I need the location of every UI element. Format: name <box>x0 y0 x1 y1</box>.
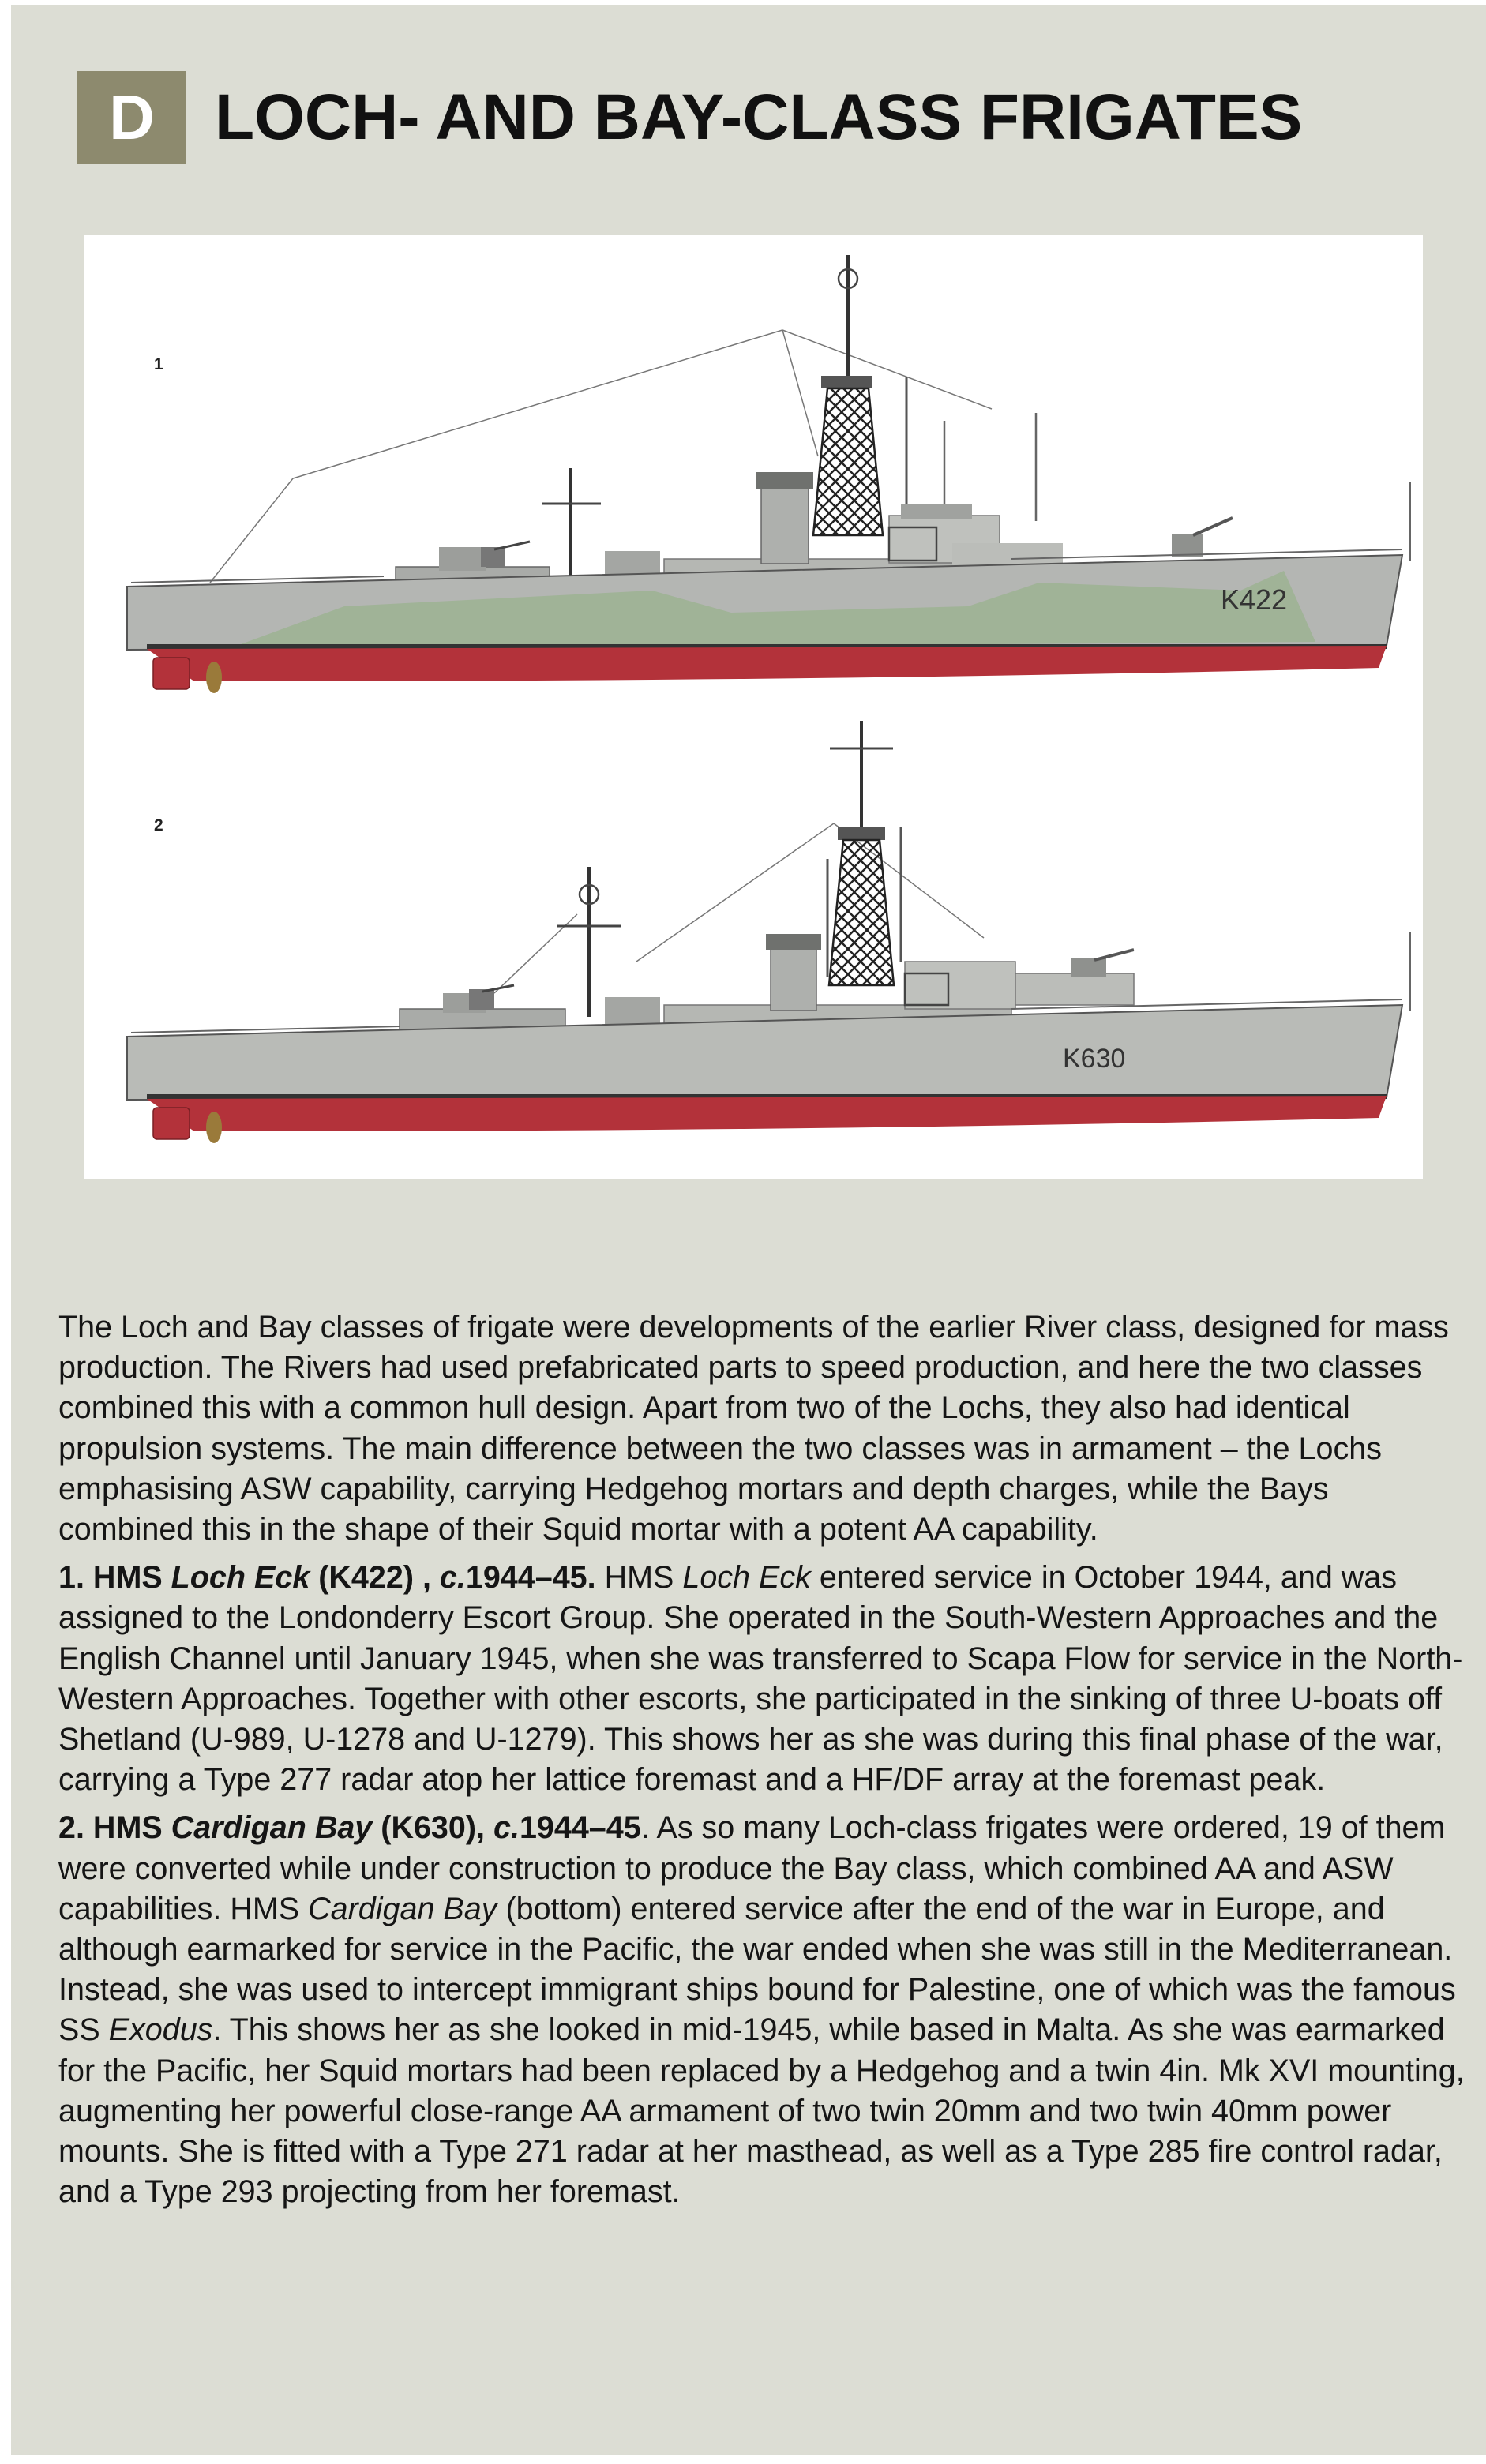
entry-2-body-a: . As so many Loch-class frigates were ordered, 19 of them were converted while under construction to produce the Bay class, which combined AA and ASW capabilities. HMS <box>58 1810 1446 1926</box>
entry-1-body-a: HMS <box>595 1560 683 1596</box>
entry-2-paragraph <box>58 1808 1472 2212</box>
ship-profiles <box>84 235 1423 1179</box>
entry-2-ship-name: Cardigan Bay <box>171 1810 373 1846</box>
page <box>11 5 1486 2455</box>
entry-2-pennant: (K630), <box>372 1810 493 1846</box>
ship-2-pennant: K630 <box>1063 1044 1126 1074</box>
entry-2-lead: 2. HMS <box>58 1810 171 1846</box>
ship-2-cardigan-bay <box>127 721 1410 1143</box>
entry-1-pennant: (K422) , <box>310 1560 440 1596</box>
entry-2-years: 1944–45 <box>519 1810 641 1846</box>
ship-1-pennant: K422 <box>1221 583 1288 616</box>
plate-letter-badge: D <box>77 71 186 164</box>
entry-2-body-name: Cardigan Bay <box>308 1891 497 1926</box>
illustration-plate <box>84 235 1423 1179</box>
entry-1-ship-name: Loch Eck <box>171 1560 310 1596</box>
entry-1-circa: c. <box>439 1560 466 1596</box>
entry-1-body-name: Loch Eck <box>682 1560 811 1596</box>
caption-text <box>58 1307 1472 2220</box>
ship-1-loch-eck <box>127 255 1410 693</box>
page-title: LOCH- AND BAY-CLASS FRIGATES <box>215 81 1303 153</box>
entry-2-body-b: (bottom) entered service after the end of the war in Europe, and although earmarked for service in the Pacific, the war ended when she was still in the Mediterranean. Instead, she was used to intercept immigrant ships bound for Palestine, one of which was the famous SS <box>58 1891 1456 2048</box>
entry-2-circa: c. <box>493 1810 520 1846</box>
entry-1-years: 1944–45. <box>465 1560 596 1596</box>
entry-2-body-c: . This shows her as she looked in mid-1945, while based in Malta. As she was earmarked for the Pacific, her Squid mortars had been replaced by a Hedgehog and a twin 4in. Mk XVI mounting, augmenting her powerful close-range AA armament of two twin 20mm and two twin 40mm power mounts. She is fitted with a Type 271 radar at her masthead, as well as a Type 285 fire control radar, and a Type 293 projecting from her foremast. <box>58 2012 1465 2210</box>
entry-1-lead: 1. HMS <box>58 1560 171 1596</box>
intro-paragraph: The Loch and Bay classes of frigate were developments of the earlier River class, designed for mass production. The Rivers had used prefabricated parts to speed production, and here the two classes combined this with a common hull design. Apart from two of the Lochs, they also had identical propulsion systems. The main difference between the two classes was in armament – the Lochs emphasising ASW capability, carrying Hedgehog mortars and depth charges, while the Bays combined this in the shape of their Squid mortar with a potent AA capability. <box>58 1310 1449 1547</box>
ship-1-number: 1 <box>154 355 163 373</box>
entry-1-paragraph <box>58 1558 1472 1800</box>
entry-2-body-name2: Exodus <box>108 2012 213 2048</box>
entry-1-body-b: entered service in October 1944, and was assigned to the Londonderry Escort Group. She operated in the South-Western Approaches and the English Channel until January 1945, when she was transferred to Scapa Flow for service in the North-Western Approaches. Together with other escorts, she participated in the sinking of three U-boats off Shetland (U-989, U-1278 and U-1279). This shows her as she was during this final phase of the war, carrying a Type 277 radar atop her lattice foremast and a HF/DF array at the foremast peak. <box>58 1560 1463 1798</box>
ship-2-number: 2 <box>154 816 163 834</box>
